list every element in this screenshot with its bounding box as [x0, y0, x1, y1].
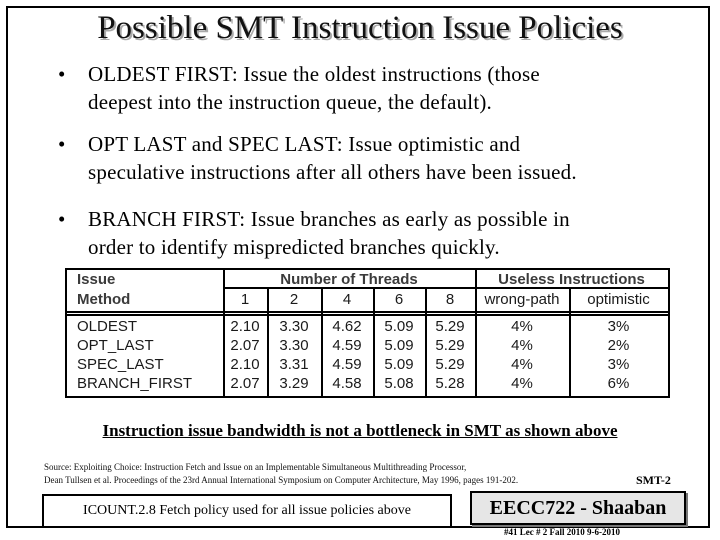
bullet-line: order to identify mispredicted branches quickly.	[88, 235, 500, 259]
row-value: 4.62	[332, 318, 362, 335]
slide-title: Possible SMT Instruction Issue Policies	[97, 10, 623, 46]
source-citation	[44, 461, 518, 487]
header-wrong-path: wrong-path	[484, 291, 560, 308]
row-method: BRANCH_FIRST	[77, 375, 193, 392]
bullet-line: speculative instructions after all others have been issued.	[88, 160, 577, 184]
header-useless-instructions: Useless Instructions	[498, 271, 645, 288]
row-wrong-path: 4%	[511, 318, 533, 335]
row-value: 2.07	[230, 375, 260, 392]
issue-policy-table	[65, 268, 670, 398]
row-wrong-path: 4%	[511, 375, 533, 392]
table-divider	[67, 311, 668, 313]
row-method: OLDEST	[77, 318, 138, 335]
thread-count: 4	[342, 291, 352, 308]
row-value: 3.30	[279, 318, 309, 335]
row-value: 5.09	[384, 337, 414, 354]
source-line: Dean Tullsen et al. Proceedings of the 23rd Annual International Symposium on Computer Architecture, May 1996, pages 191-202.	[44, 475, 519, 485]
row-value: 2.07	[230, 337, 260, 354]
row-value: 3.29	[279, 375, 309, 392]
bullet-line: OLDEST FIRST: Issue the oldest instructions (those	[88, 62, 540, 86]
row-optimistic: 2%	[607, 337, 630, 354]
bullet-line: deepest into the instruction queue, the default).	[88, 90, 493, 114]
source-line: Source: Exploiting Choice: Instruction Fetch and Issue on an Implementable Simultaneous Multithreading Processor,	[44, 462, 467, 472]
row-value: 5.29	[435, 318, 465, 335]
row-value: 5.08	[384, 375, 414, 392]
slide-footer: #41 Lec # 2 Fall 2010 9-6-2010	[504, 527, 620, 537]
row-value: 2.10	[230, 356, 260, 373]
table-divider	[67, 314, 668, 316]
row-value: 5.29	[435, 356, 465, 373]
thread-count: 2	[289, 291, 299, 308]
thread-count: 1	[240, 291, 250, 308]
row-wrong-path: 4%	[511, 356, 533, 373]
row-value: 5.09	[384, 356, 414, 373]
icount-note-box: ICOUNT.2.8 Fetch policy used for all issue policies above	[42, 494, 452, 528]
slide-tag: SMT-2	[636, 473, 671, 487]
header-issue: Issue	[77, 271, 116, 288]
bullet-line: BRANCH FIRST: Issue branches as early as possible in	[88, 207, 570, 231]
row-value: 2.10	[230, 318, 260, 335]
course-label-box: EECC722 - Shaaban	[470, 491, 686, 525]
row-optimistic: 3%	[607, 356, 630, 373]
header-number-of-threads: Number of Threads	[280, 271, 418, 288]
thread-count: 6	[394, 291, 404, 308]
row-optimistic: 6%	[607, 375, 630, 392]
bullet-dot: •	[58, 62, 66, 86]
row-wrong-path: 4%	[511, 337, 533, 354]
bullet-oldest-first	[58, 60, 698, 116]
row-value: 3.30	[279, 337, 309, 354]
thread-count: 8	[445, 291, 455, 308]
bullet-opt-spec-last	[58, 130, 698, 186]
bullet-dot: •	[58, 132, 66, 156]
bullet-branch-first	[58, 205, 698, 261]
caption: Instruction issue bandwidth is not a bottleneck in SMT as shown above	[102, 421, 618, 440]
row-value: 5.29	[435, 337, 465, 354]
header-optimistic: optimistic	[587, 291, 650, 308]
row-value: 4.58	[332, 375, 362, 392]
row-optimistic: 3%	[607, 318, 630, 335]
row-value: 4.59	[332, 356, 362, 373]
bullet-dot: •	[58, 207, 66, 231]
bullet-line: OPT LAST and SPEC LAST: Issue optimistic and	[88, 132, 521, 156]
row-value: 5.28	[435, 375, 465, 392]
row-method: SPEC_LAST	[77, 356, 164, 373]
row-value: 4.59	[332, 337, 362, 354]
row-method: OPT_LAST	[77, 337, 154, 354]
row-value: 3.31	[279, 356, 309, 373]
header-method: Method	[77, 291, 131, 308]
row-value: 5.09	[384, 318, 414, 335]
